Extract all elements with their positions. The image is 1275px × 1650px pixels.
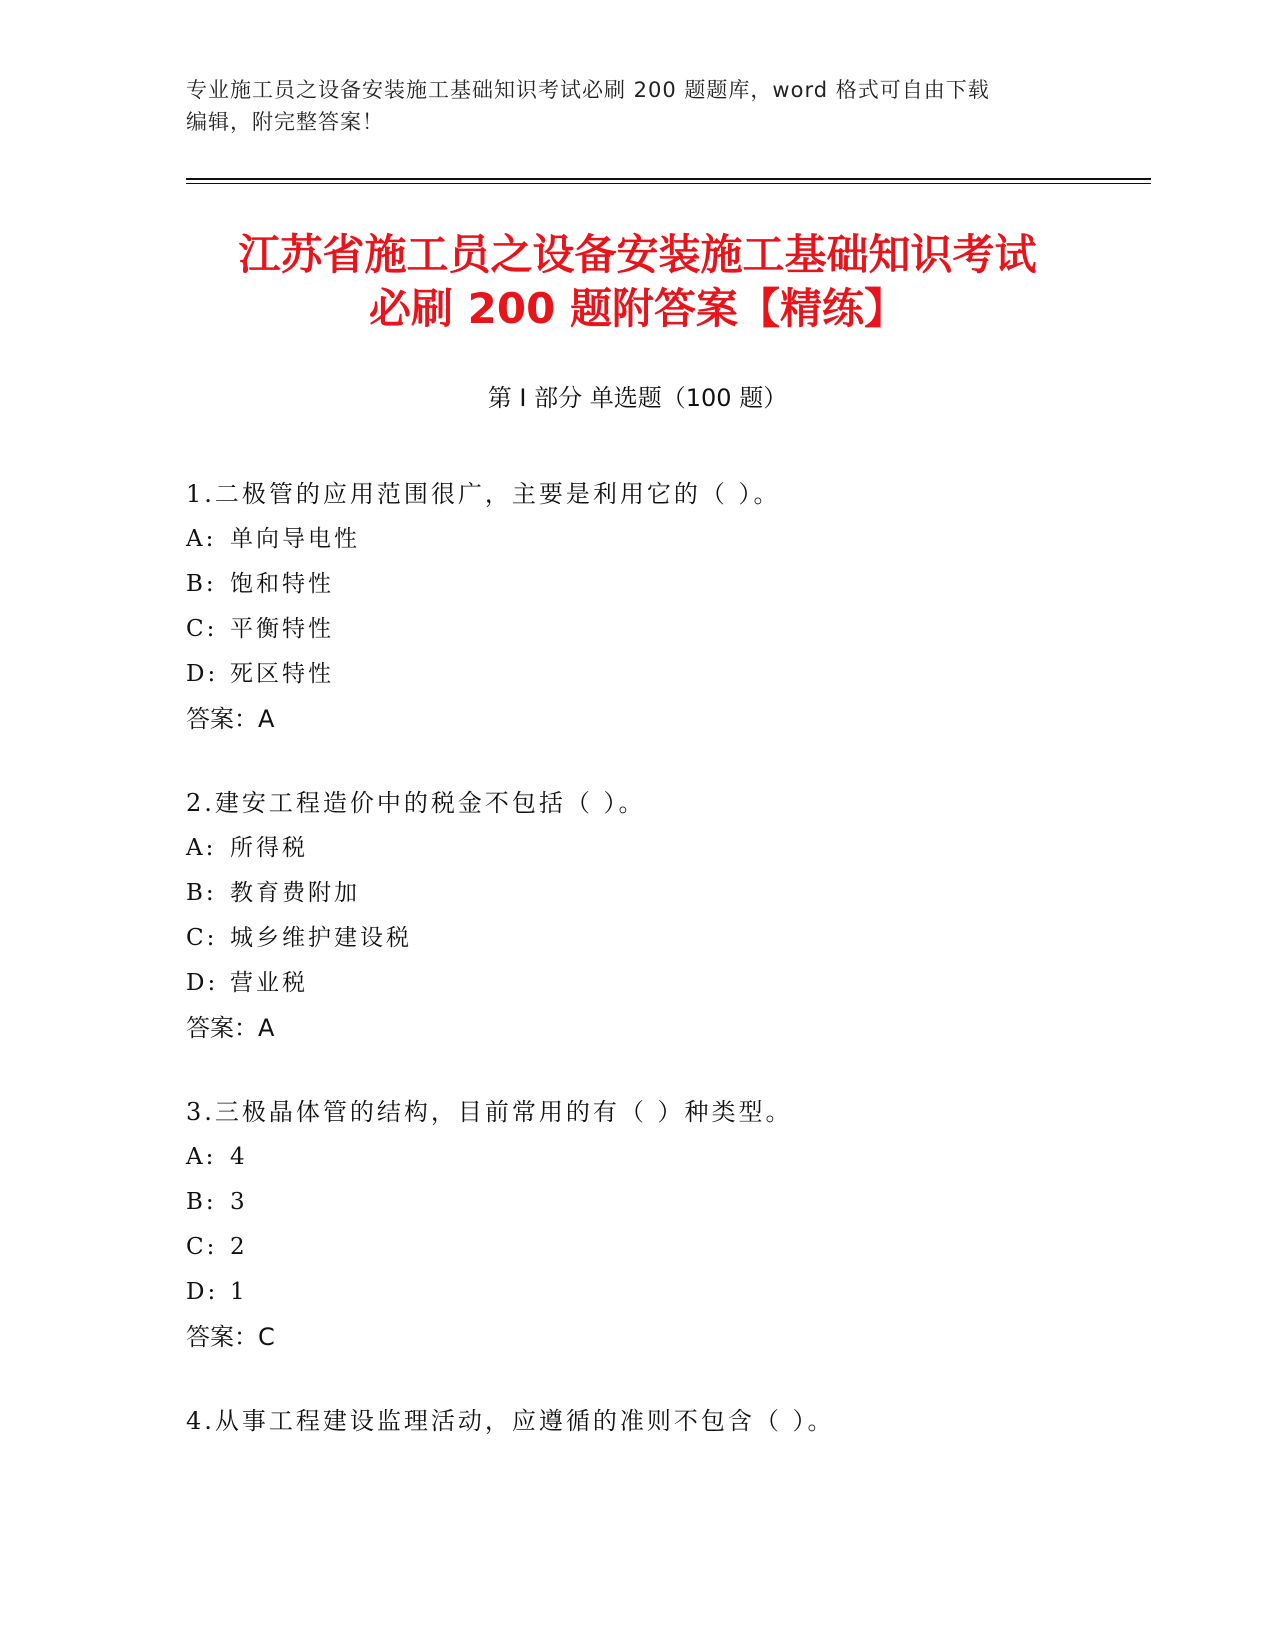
- option-text: 死区特性: [230, 661, 334, 687]
- question-3: [186, 1090, 1146, 1360]
- option-text: 饱和特性: [230, 571, 334, 597]
- option-a: [186, 517, 1146, 562]
- option-letter: B:: [186, 571, 217, 597]
- option-c: [186, 916, 1146, 961]
- option-text: 4: [230, 1144, 248, 1170]
- option-text: 2: [230, 1234, 248, 1260]
- option-letter: D:: [186, 1279, 219, 1305]
- option-b: [186, 871, 1146, 916]
- option-text: 3: [230, 1189, 248, 1215]
- header-note: [186, 74, 1086, 138]
- option-b: [186, 562, 1146, 607]
- option-letter: A:: [186, 1144, 217, 1170]
- option-c: [186, 607, 1146, 652]
- option-text: 教育费附加: [230, 880, 360, 906]
- option-text: 单向导电性: [230, 526, 360, 552]
- option-a: [186, 826, 1146, 871]
- option-letter: C:: [186, 1234, 218, 1260]
- question-stem: 1.二极管的应用范围很广，主要是利用它的（ ）。: [186, 480, 781, 508]
- header-note-line-1: 专业施工员之设备安装施工基础知识考试必刷 200 题题库，word 格式可自由下载: [186, 78, 990, 102]
- option-b: [186, 1180, 1146, 1225]
- option-text: 平衡特性: [230, 616, 334, 642]
- option-text: 1: [230, 1279, 248, 1305]
- option-d: [186, 652, 1146, 697]
- option-letter: D:: [186, 970, 219, 996]
- option-letter: B:: [186, 880, 217, 906]
- option-letter: C:: [186, 616, 218, 642]
- header-divider-thin: [186, 183, 1151, 184]
- option-d: [186, 961, 1146, 1006]
- question-stem: 3.三极晶体管的结构，目前常用的有（ ）种类型。: [186, 1098, 793, 1126]
- question-list: [186, 472, 1146, 1483]
- answer-line: 答案：A: [186, 1014, 275, 1042]
- option-letter: A:: [186, 835, 217, 861]
- option-letter: C:: [186, 925, 218, 951]
- question-stem: 2.建安工程造价中的税金不包括（ ）。: [186, 789, 646, 817]
- option-a: [186, 1135, 1146, 1180]
- option-letter: A:: [186, 526, 217, 552]
- option-text: 所得税: [230, 835, 308, 861]
- answer-line: 答案：C: [186, 1323, 275, 1351]
- answer-line: 答案：A: [186, 705, 275, 733]
- document-title-line-1: 江苏省施工员之设备安装施工基础知识考试: [238, 230, 1037, 279]
- question-stem: 4.从事工程建设监理活动，应遵循的准则不包含（ ）。: [186, 1407, 835, 1435]
- option-c: [186, 1225, 1146, 1270]
- document-title: [170, 228, 1105, 336]
- section-title: 第 I 部分 单选题（100 题）: [487, 384, 788, 412]
- question-4: [186, 1399, 1146, 1444]
- header-note-line-2: 编辑，附完整答案！: [186, 110, 384, 134]
- option-text: 营业税: [230, 970, 308, 996]
- option-d: [186, 1270, 1146, 1315]
- option-letter: B:: [186, 1189, 217, 1215]
- option-letter: D:: [186, 661, 219, 687]
- document-title-line-2: 必刷 200 题附答案【精练】: [369, 284, 906, 333]
- header-divider-thick: [186, 178, 1151, 180]
- question-2: [186, 781, 1146, 1051]
- question-1: [186, 472, 1146, 742]
- option-text: 城乡维护建设税: [230, 925, 412, 951]
